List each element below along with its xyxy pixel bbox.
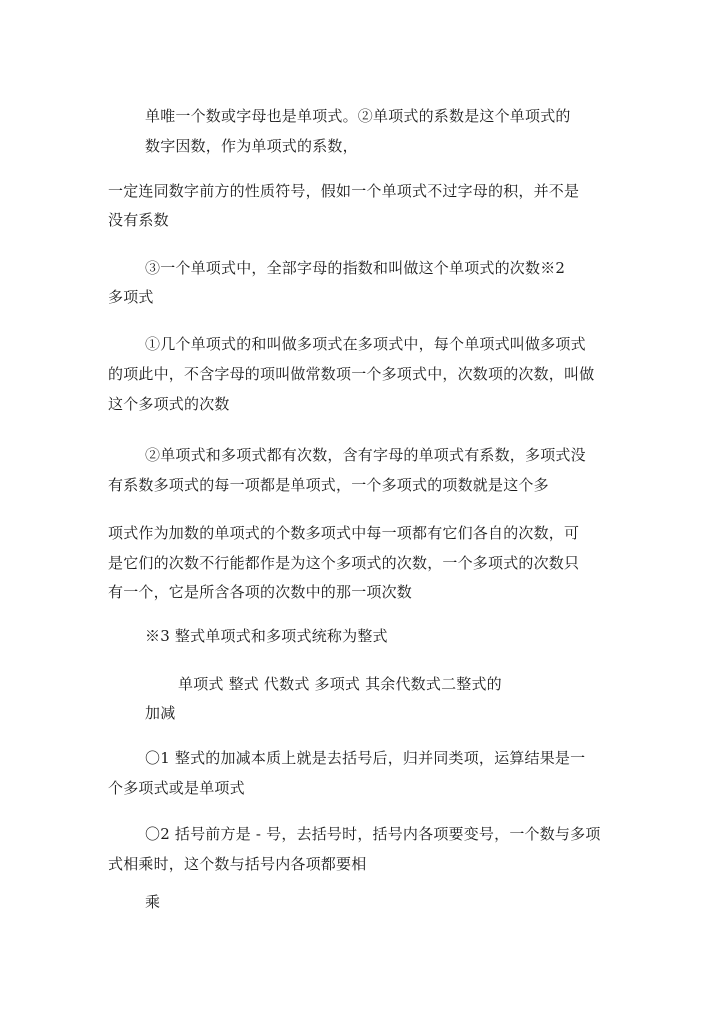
text-line: 是它们的次数不行能都作是为这个多项式的次数，一个多项式的次数只: [108, 554, 580, 572]
text-line: ①几个单项式的和叫做多项式在多项式中，每个单项式叫做多项式: [145, 335, 586, 353]
text-line: 项式作为加数的单项式的个数多项式中每一项都有它们各自的次数，可: [108, 524, 580, 542]
text-line: ※3 整式单项式和多项式统称为整式: [145, 627, 388, 645]
text-line: 有系数多项式的每一项都是单项式，一个多项式的项数就是这个多: [108, 476, 549, 494]
text-line: 数字因数，作为单项式的系数，: [145, 137, 358, 155]
text-line: 乘: [145, 893, 161, 911]
text-line: 的项此中，不含字母的项叫做常数项一个多项式中，次数项的次数，叫做: [108, 365, 595, 383]
text-line: 多项式: [108, 288, 154, 306]
text-line: 这个多项式的次数: [108, 395, 230, 413]
text-line: 单唯一个数或字母也是单项式。②单项式的系数是这个单项式的: [145, 107, 571, 125]
text-line: 没有系数: [108, 211, 169, 229]
text-line: 加减: [145, 704, 176, 722]
text-line: 单项式 整式 代数式 多项式 其余代数式二整式的: [178, 675, 502, 693]
text-line: 个多项式或是单项式: [108, 779, 245, 797]
text-line: 有一个，它是所含各项的次数中的那一项次数: [108, 583, 413, 601]
text-line: 式相乘时，这个数与括号内各项都要相: [108, 855, 367, 873]
text-line: ③一个单项式中，全部字母的指数和叫做这个单项式的次数※2: [145, 259, 566, 277]
text-line: ②单项式和多项式都有次数，含有字母的单项式有系数，多项式没: [145, 446, 586, 464]
text-line: 〇2 括号前方是 - 号，去括号时，括号内各项要变号，一个数与多项: [145, 825, 601, 843]
text-line: 一定连同数字前方的性质符号，假如一个单项式不过字母的积，并不是: [108, 182, 580, 200]
text-line: 〇1 整式的加减本质上就是去括号后，归并同类项，运算结果是一: [145, 749, 586, 767]
